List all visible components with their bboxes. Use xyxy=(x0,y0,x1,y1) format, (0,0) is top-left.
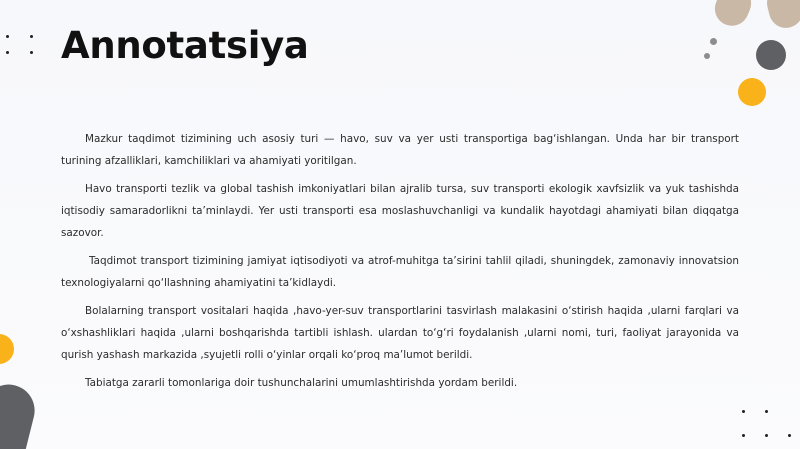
paragraph: Bolalarning transport vositalari haqida ,havo-yer-suv transportlarini tasvirlash malakasini o‘stirish haqida ,ularni farqlari va o‘xshashliklari haqida ,ularni boshqarishda tartibli ishlash. ulardan to‘g‘ri foydalanish ,ularni nomi, turi, faoliyat jarayonida va qurish yashash markazida ,syujetli rolli o‘yinlar orqali ko‘proq ma’lumot berildi. xyxy=(61,305,739,361)
paragraph: Mazkur taqdimot tizimining uch asosiy turi — havo, suv va yer usti transportiga bag‘ishlangan. Unda har bir transport turining afzalliklari, kamchiliklari va ahamiyati yoritilgan. xyxy=(61,133,739,167)
decorative-gray-circle xyxy=(756,40,786,70)
decorative-dot xyxy=(788,434,791,437)
decorative-dot xyxy=(742,434,745,437)
decorative-yellow-circle xyxy=(738,78,766,106)
decorative-dot xyxy=(6,35,9,38)
decorative-yellow-circle xyxy=(0,334,14,364)
decorative-gray-shape xyxy=(0,379,40,449)
decorative-dot xyxy=(765,410,768,413)
decorative-beige-shape xyxy=(763,0,800,31)
decorative-beige-shape xyxy=(710,0,757,31)
slide-body xyxy=(61,128,739,400)
decorative-dot xyxy=(765,434,768,437)
decorative-small-circle xyxy=(710,38,717,45)
paragraph: Tabiatga zararli tomonlariga doir tushunchalarini umumlashtirishda yordam berildi. xyxy=(85,377,518,389)
decorative-dot xyxy=(30,35,33,38)
paragraph: Taqdimot transport tizimining jamiyat iqtisodiyoti va atrof-muhitga ta’sirini tahlil qiladi, shuningdek, zamonaviy innovatsion texnologiyalarni qo‘llashning ahamiyatini ta’kidlaydi. xyxy=(61,255,739,289)
paragraph: Havo transporti tezlik va global tashish imkoniyatlari bilan ajralib tursa, suv transporti ekologik xavfsizlik va yuk tashishda iqtisodiy samaradorlikni ta’minlaydi. Yer usti transporti esa moslashuvchanligi va kundalik hayotdagi ahamiyati bilan diqqatga sazovor. xyxy=(61,183,739,239)
decorative-dot xyxy=(6,51,9,54)
slide-title: Annotatsiya xyxy=(61,24,309,67)
decorative-small-circle xyxy=(704,53,710,59)
decorative-dot xyxy=(30,51,33,54)
decorative-dot xyxy=(742,410,745,413)
